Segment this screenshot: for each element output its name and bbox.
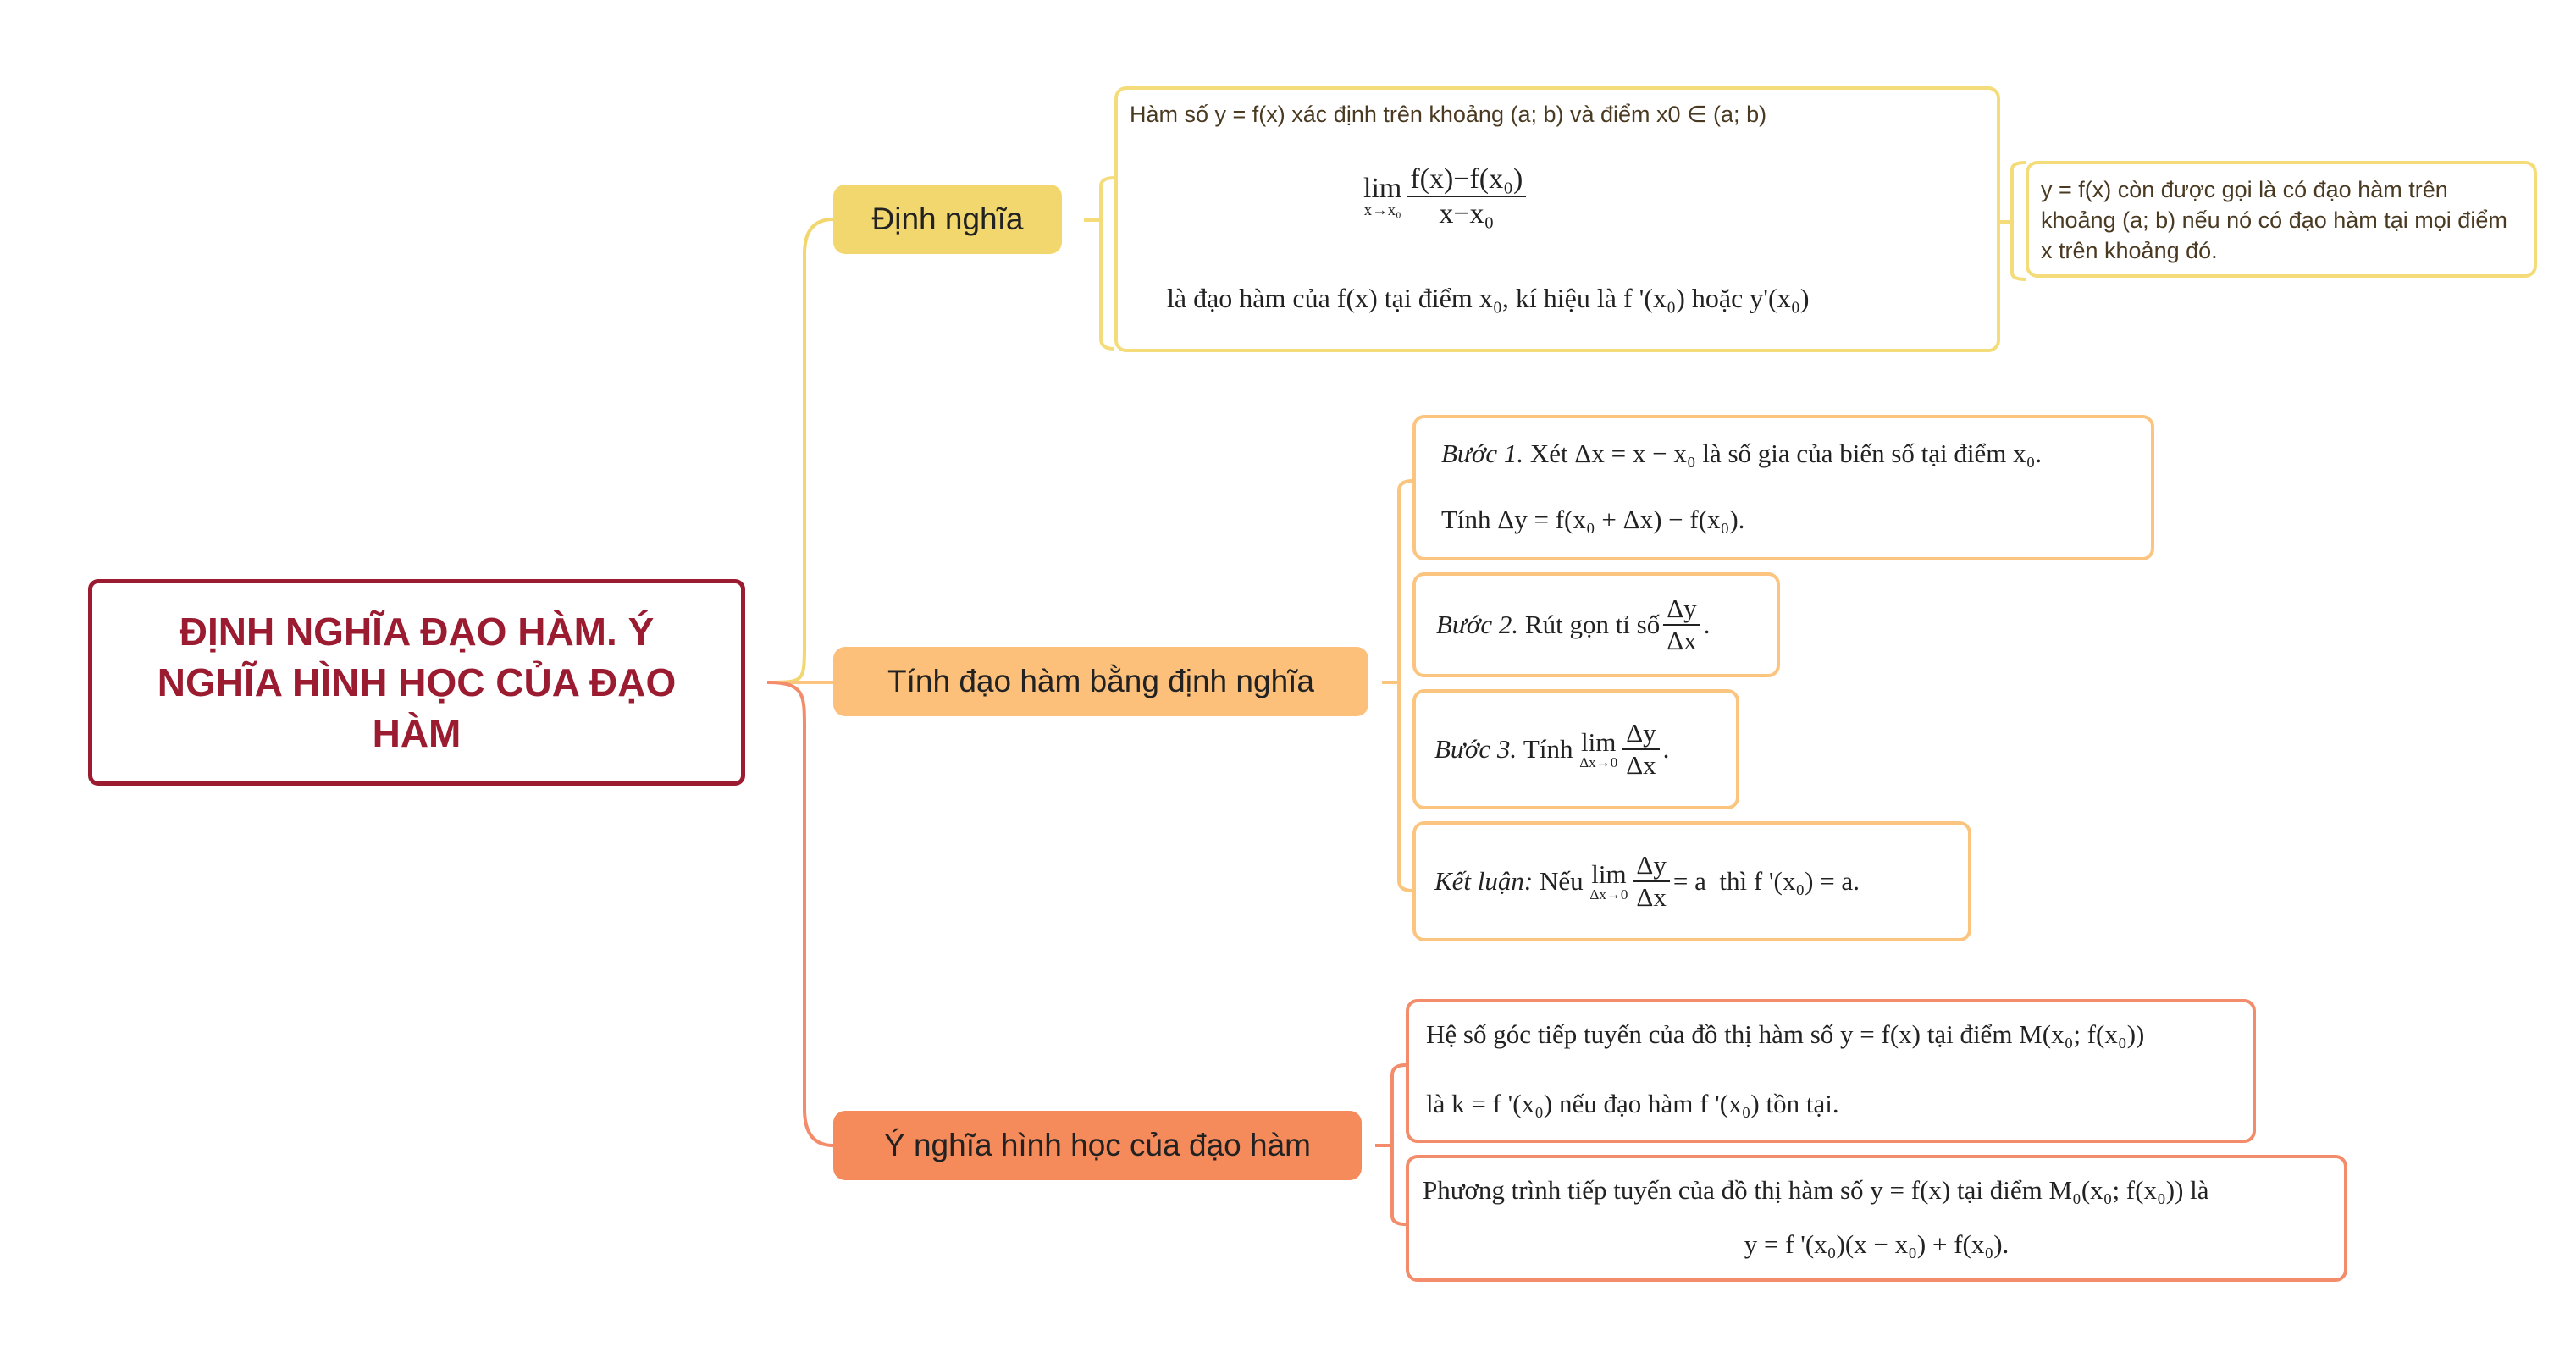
step3-limit: lim Δx→0 (1579, 726, 1618, 770)
branch-compute-label: Tính đạo hàm bằng định nghĩa (887, 664, 1314, 698)
step1-line1: Xét Δx = x − x₀ là số gia của biến số tại điểm x₀. (1529, 439, 2043, 468)
conclusion-label: Kết luận: (1434, 866, 1534, 896)
conclusion-then: thì f '(x₀) = a. (1719, 866, 1860, 896)
conclusion-box[interactable] (1412, 821, 1971, 941)
conclusion-ratio: $\frac{\Delta y}{\Delta x}$ (1633, 850, 1669, 912)
step1-line2: Tính Δy = f(x₀ + Δx) − f(x₀). (1441, 505, 1745, 534)
definition-note: y = f(x) còn được gọi là có đạo hàm trên khoảng (a; b) nếu nó có đạo hàm tại mọi điểm x trên khoảng đó. (2041, 177, 2507, 263)
step2-ratio: $\frac{\Delta y}{\Delta x}$ (1663, 593, 1700, 655)
root-topic[interactable] (88, 579, 745, 786)
branch-geometry-label: Ý nghĩa hình học của đạo hàm (884, 1128, 1311, 1162)
tangent-box[interactable] (1406, 1155, 2347, 1282)
branch-definition-label: Định nghĩa (871, 201, 1024, 236)
branch-compute-by-definition[interactable] (833, 647, 1368, 716)
slope-box[interactable] (1406, 999, 2256, 1143)
slope-line2: là k = f '(x₀) nếu đạo hàm f '(x₀) tồn tại. (1426, 1089, 1839, 1118)
bracket-definition (1084, 178, 1114, 349)
definition-note-box[interactable] (2026, 161, 2537, 278)
link-root-definition (767, 219, 833, 682)
definition-conclusion: là đạo hàm của f(x) tại điểm x₀, kí hiệu là f '(x₀) hoặc y'(x₀) (1167, 283, 1810, 313)
definition-limit-formula: lim x→x₀ $\frac{\text{f(x)−f(x₀)}}{\text{x−x₀}}$ (1363, 163, 1529, 230)
step2-box[interactable]: Bước 2. Rút gọn tỉ số $\frac{\Delta y}{\Delta x}$ . (1412, 572, 1780, 677)
tangent-line2: y = f '(x₀)(x − x₀) + f(x₀). (1744, 1229, 2009, 1259)
step2-text: Rút gọn tỉ số (1524, 610, 1661, 639)
slope-line1: Hệ số góc tiếp tuyến của đồ thị hàm số y = f(x) tại điểm M(x₀; f(x₀)) (1426, 1019, 2145, 1049)
definition-box[interactable] (1114, 86, 2000, 352)
link-root-geometry (767, 682, 833, 1145)
definition-intro: Hàm số y = f(x) xác định trên khoảng (a; b) và điểm x0 ∈ (a; b) (1130, 102, 1767, 127)
definition-denominator: x−x₀ (1439, 198, 1495, 230)
bracket-geometry (1375, 1065, 1406, 1224)
conclusion-if: Nếu (1540, 866, 1584, 896)
step1-box[interactable] (1412, 415, 2154, 560)
step3-text: Tính (1523, 734, 1573, 764)
step3-box[interactable]: Bước 3. Tính lim Δx→0 $\frac{\Delta y}{\Delta x}$ . (1412, 689, 1739, 809)
step2-label: Bước 2. (1436, 610, 1519, 639)
step3-label: Bước 3. (1434, 734, 1517, 764)
step1-label: Bước 1. (1441, 439, 1524, 468)
branch-definition[interactable] (833, 185, 1062, 254)
branch-geometric-meaning[interactable] (833, 1111, 1362, 1180)
conclusion-limit: lim Δx→0 (1589, 858, 1628, 903)
conclusion-eq: = a (1672, 866, 1706, 896)
step3-ratio: $\frac{\Delta y}{\Delta x}$ (1622, 718, 1659, 780)
definition-numerator: f(x)−f(x₀) (1407, 163, 1526, 197)
bracket-compute (1382, 481, 1412, 891)
bracket-note (2000, 163, 2026, 279)
root-title: ĐỊNH NGHĨA ĐẠO HÀM. Ý NGHĨA HÌNH HỌC CỦA ĐẠO HÀM (157, 610, 677, 755)
tangent-line1: Phương trình tiếp tuyến của đồ thị hàm số y = f(x) tại điểm M₀(x₀; f(x₀)) là (1423, 1175, 2209, 1205)
